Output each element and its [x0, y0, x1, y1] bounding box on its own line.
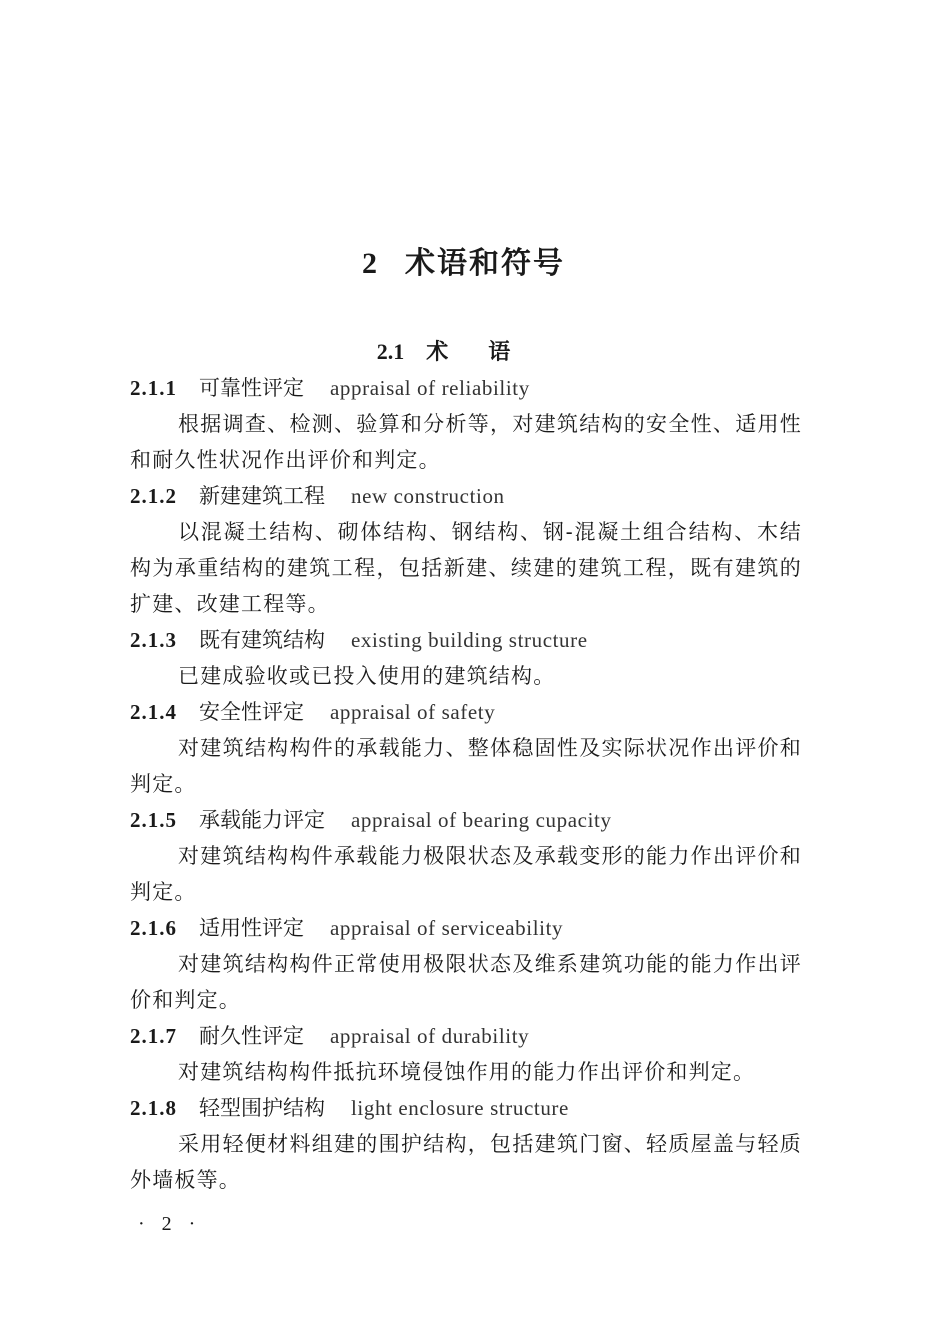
- term-chinese: 轻型围护结构: [199, 1096, 325, 1120]
- term-chinese: 既有建筑结构: [199, 628, 325, 652]
- term-english: existing building structure: [351, 628, 588, 652]
- term-english: new construction: [351, 484, 505, 508]
- term-chinese: 安全性评定: [199, 700, 304, 724]
- term-chinese: 适用性评定: [199, 916, 304, 940]
- section-title-text: 术语: [426, 339, 551, 366]
- term-english: appraisal of serviceability: [330, 916, 564, 940]
- chapter-title: [0, 244, 927, 284]
- term-entry: [130, 802, 802, 910]
- term-english: appraisal of bearing cupacity: [351, 808, 612, 832]
- term-definition: 对建筑结构构件抵抗环境侵蚀作用的能力作出评价和判定。: [178, 1060, 756, 1084]
- term-chinese: 新建建筑工程: [199, 484, 325, 508]
- term-english: appraisal of durability: [330, 1024, 530, 1048]
- section-number: 2.1: [376, 339, 405, 365]
- term-english: appraisal of safety: [330, 700, 496, 724]
- term-entry: [130, 910, 802, 1018]
- term-english: light enclosure structure: [351, 1096, 569, 1120]
- term-definition: 采用轻便材料组建的围护结构，包括建筑门窗、轻质屋盖与轻质外墙板等。: [130, 1132, 802, 1192]
- term-heading: [130, 1018, 802, 1054]
- term-entry: [130, 622, 802, 694]
- term-heading: [130, 802, 802, 838]
- term-english: appraisal of reliability: [330, 376, 530, 400]
- section-title: [0, 336, 927, 368]
- chapter-number: 2: [362, 247, 379, 281]
- term-definition: 已建成验收或已投入使用的建筑结构。: [178, 664, 556, 688]
- term-heading: [130, 370, 802, 406]
- term-entry: [130, 1018, 802, 1090]
- term-number: 2.1.5: [130, 808, 177, 832]
- term-heading: [130, 1090, 802, 1126]
- term-number: 2.1.4: [130, 700, 177, 724]
- term-chinese: 耐久性评定: [199, 1024, 304, 1048]
- chapter-title-text: 术语和符号: [405, 246, 565, 282]
- term-definition: 以混凝土结构、砌体结构、钢结构、钢-混凝土组合结构、木结构为承重结构的建筑工程，包括新建、续建的建筑工程，既有建筑的扩建、改建工程等。: [130, 520, 802, 616]
- term-number: 2.1.8: [130, 1096, 177, 1120]
- term-heading: [130, 622, 802, 658]
- page-number: · 2 ·: [138, 1213, 202, 1235]
- term-entry: [130, 694, 802, 802]
- term-definition: 根据调查、检测、验算和分析等，对建筑结构的安全性、适用性和耐久性状况作出评价和判定。: [130, 412, 802, 472]
- term-number: 2.1.1: [130, 376, 177, 400]
- term-heading: [130, 478, 802, 514]
- term-chinese: 可靠性评定: [199, 376, 304, 400]
- term-number: 2.1.3: [130, 628, 177, 652]
- term-entry: [130, 478, 802, 622]
- term-heading: [130, 694, 802, 730]
- term-chinese: 承载能力评定: [199, 808, 325, 832]
- term-definition: 对建筑结构构件承载能力极限状态及承载变形的能力作出评价和判定。: [130, 844, 802, 904]
- term-definition: 对建筑结构构件的承载能力、整体稳固性及实际状况作出评价和判定。: [130, 736, 802, 796]
- term-heading: [130, 910, 802, 946]
- term-entry: [130, 1090, 802, 1198]
- terms-list: [130, 370, 802, 1198]
- term-definition: 对建筑结构构件正常使用极限状态及维系建筑功能的能力作出评价和判定。: [130, 952, 802, 1012]
- term-number: 2.1.6: [130, 916, 177, 940]
- term-number: 2.1.2: [130, 484, 177, 508]
- term-number: 2.1.7: [130, 1024, 177, 1048]
- term-entry: [130, 370, 802, 478]
